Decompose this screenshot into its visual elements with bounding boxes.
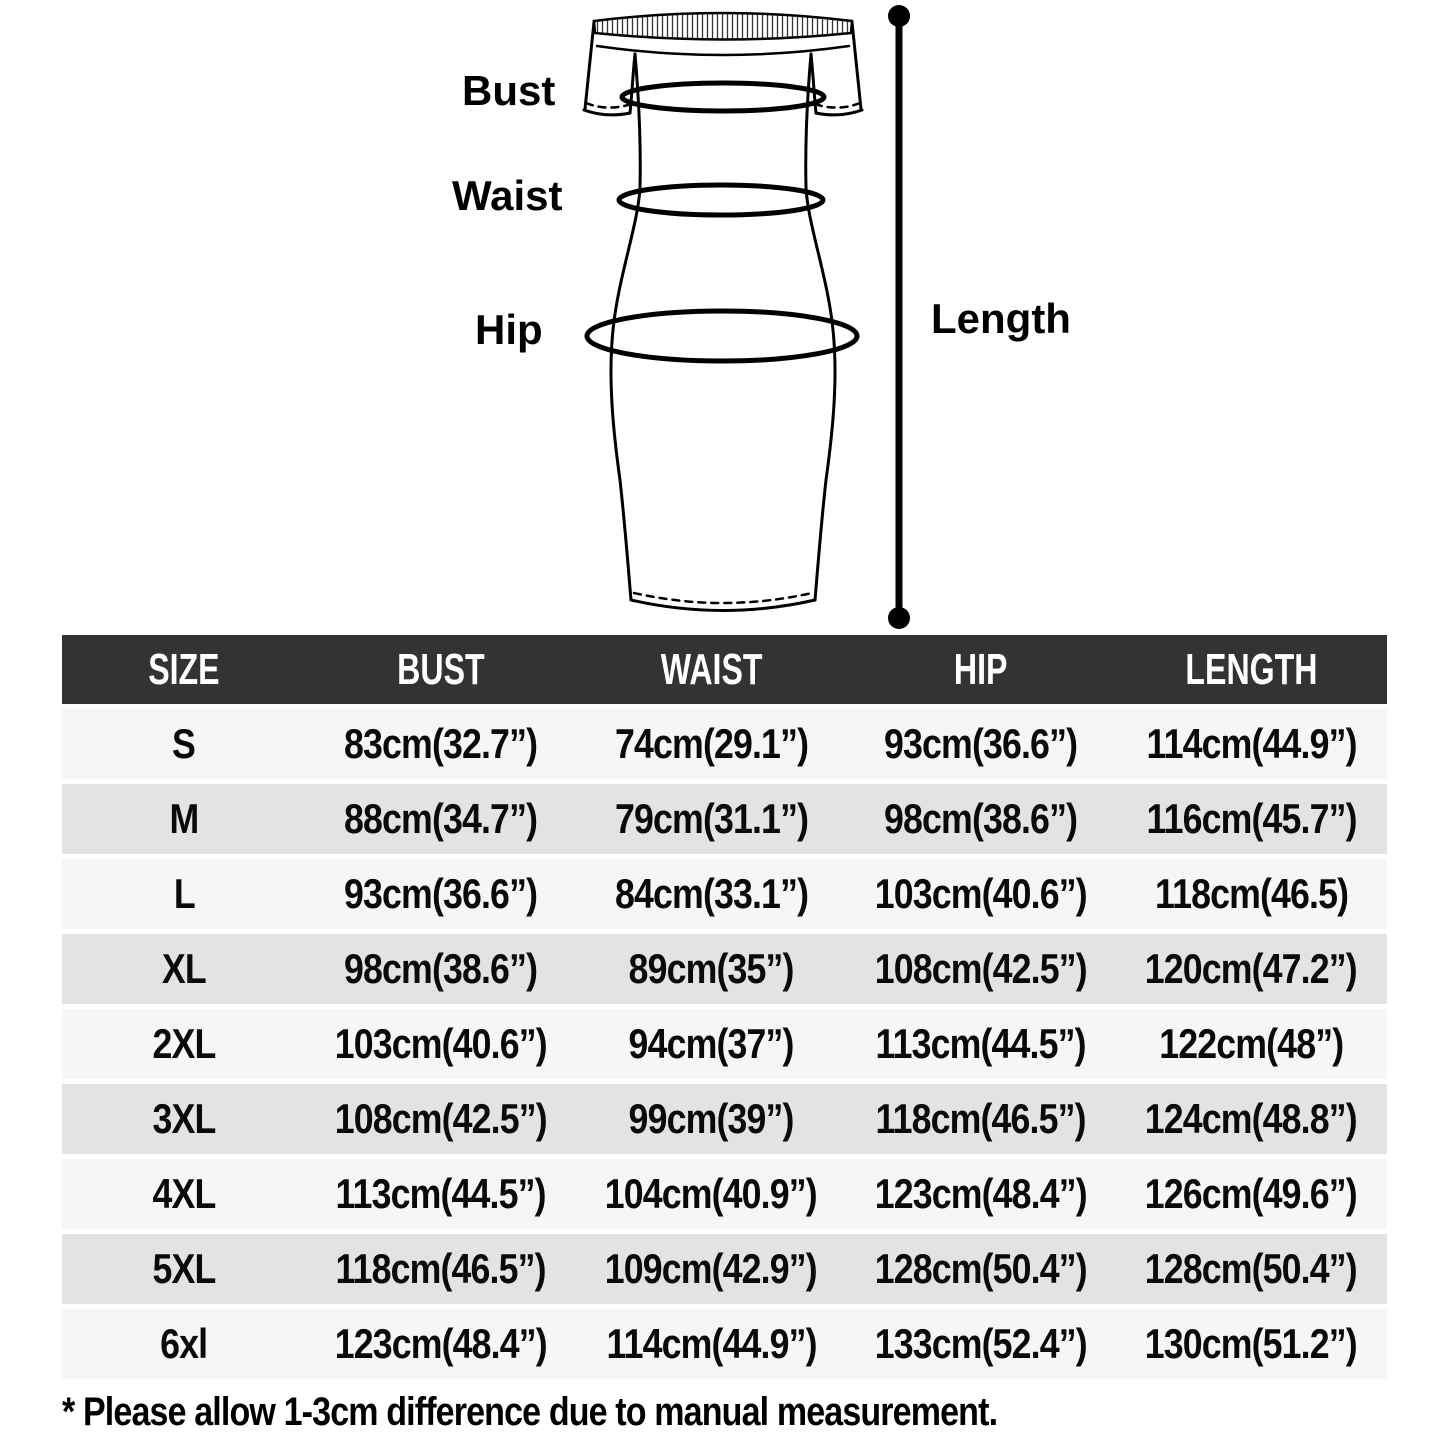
col-header-bust-text: BUST (397, 644, 485, 694)
bust-cell: 123cm(48.4”) (306, 1309, 576, 1379)
length-cell: 116cm(45.7”) (1115, 784, 1387, 854)
table-row-4xl (62, 1159, 1387, 1229)
size-cell: S (62, 709, 306, 779)
table-row-l (62, 859, 1387, 929)
length-cell: 114cm(44.9”) (1115, 709, 1387, 779)
bust-cell: 113cm(44.5”) (306, 1159, 576, 1229)
hip-cell: 133cm(52.4”) (846, 1309, 1115, 1379)
waist-cell: 74cm(29.1”) (576, 709, 846, 779)
hip-measure-ellipse (587, 311, 857, 361)
size-cell: 3XL (62, 1084, 306, 1154)
hip-cell: 93cm(36.6”) (846, 709, 1115, 779)
waist-cell: 104cm(40.9”) (576, 1159, 846, 1229)
hip-cell: 103cm(40.6”) (846, 859, 1115, 929)
bust-cell: 108cm(42.5”) (306, 1084, 576, 1154)
waist-measure-ellipse (619, 185, 823, 215)
length-cell: 118cm(46.5) (1115, 859, 1387, 929)
size-cell: L (62, 859, 306, 929)
header-row (62, 635, 1387, 704)
waist-cell: 84cm(33.1”) (576, 859, 846, 929)
length-cell: 130cm(51.2”) (1115, 1309, 1387, 1379)
hip-cell: 123cm(48.4”) (846, 1159, 1115, 1229)
col-header-hip-text: HIP (954, 644, 1008, 694)
size-cell: M (62, 784, 306, 854)
length-cell: 126cm(49.6”) (1115, 1159, 1387, 1229)
table-row-s (62, 709, 1387, 779)
length-cell: 128cm(50.4”) (1115, 1234, 1387, 1304)
waist-cell: 99cm(39”) (576, 1084, 846, 1154)
size-cell: 2XL (62, 1009, 306, 1079)
length-label: Length (931, 295, 1071, 342)
waist-cell: 79cm(31.1”) (576, 784, 846, 854)
waist-cell: 94cm(37”) (576, 1009, 846, 1079)
table-row-6xl (62, 1309, 1387, 1379)
neckline-band (594, 13, 852, 40)
bust-cell: 118cm(46.5”) (306, 1234, 576, 1304)
bust-measure-ellipse (622, 83, 824, 111)
bust-cell: 103cm(40.6”) (306, 1009, 576, 1079)
waist-cell: 89cm(35”) (576, 934, 846, 1004)
waist-label: Waist (452, 172, 563, 219)
table-row-3xl (62, 1084, 1387, 1154)
col-header-size (62, 635, 306, 704)
bust-label: Bust (462, 67, 556, 114)
table-row-m (62, 784, 1387, 854)
hip-cell: 118cm(46.5”) (846, 1084, 1115, 1154)
col-header-hip (846, 635, 1115, 704)
size-cell: 6xl (62, 1309, 306, 1379)
hip-cell: 128cm(50.4”) (846, 1234, 1115, 1304)
col-header-waist (576, 635, 846, 704)
hip-cell: 108cm(42.5”) (846, 934, 1115, 1004)
table-row-2xl (62, 1009, 1387, 1079)
size-cell: 5XL (62, 1234, 306, 1304)
measurement-note-text: * Please allow 1-3cm difference due to manual measurement. (62, 1390, 998, 1434)
col-header-bust (306, 635, 576, 704)
table-row-5xl (62, 1234, 1387, 1304)
length-measure-line (888, 5, 910, 629)
col-header-length-text: LENGTH (1185, 644, 1318, 694)
waist-cell: 114cm(44.9”) (576, 1309, 846, 1379)
length-cell: 120cm(47.2”) (1115, 934, 1387, 1004)
col-header-waist-text: WAIST (660, 644, 763, 694)
size-cell: XL (62, 934, 306, 1004)
hip-label: Hip (475, 306, 543, 353)
bust-cell: 98cm(38.6”) (306, 934, 576, 1004)
bust-cell: 88cm(34.7”) (306, 784, 576, 854)
length-cell: 122cm(48”) (1115, 1009, 1387, 1079)
measurement-note (62, 1390, 1162, 1434)
dress-diagram-svg (0, 0, 1445, 640)
size-cell: 4XL (62, 1159, 306, 1229)
col-header-length (1115, 635, 1387, 704)
hip-cell: 113cm(44.5”) (846, 1009, 1115, 1079)
size-chart-table (62, 630, 1387, 1384)
bust-cell: 83cm(32.7”) (306, 709, 576, 779)
hip-cell: 98cm(38.6”) (846, 784, 1115, 854)
bust-cell: 93cm(36.6”) (306, 859, 576, 929)
length-cell: 124cm(48.8”) (1115, 1084, 1387, 1154)
waist-cell: 109cm(42.9”) (576, 1234, 846, 1304)
col-header-size-text: SIZE (148, 644, 220, 694)
table-row-xl (62, 934, 1387, 1004)
